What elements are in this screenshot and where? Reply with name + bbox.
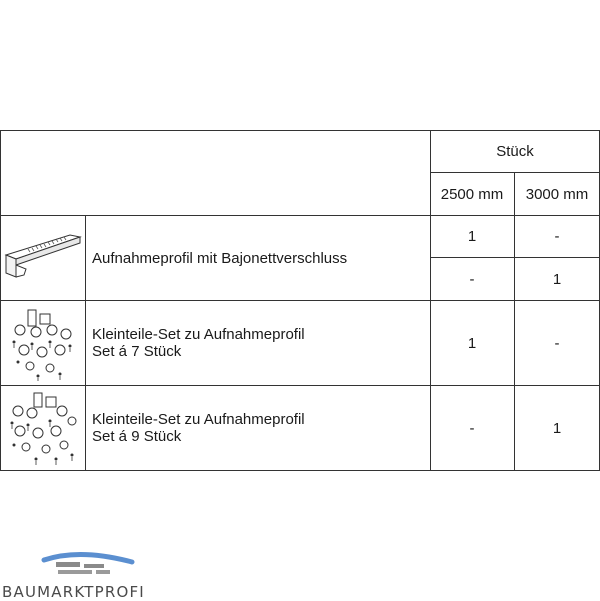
row2-qty-2500: 1: [467, 335, 477, 352]
row3-name-line2: Set á 9 Stück: [92, 428, 182, 445]
row3-qty-3000: 1: [552, 420, 562, 437]
small-parts-set-7-image: [6, 304, 80, 382]
row1-sub-divider: [430, 257, 600, 258]
row1b-qty-2500: -: [469, 271, 475, 288]
row1a-qty-3000: -: [554, 228, 560, 245]
row3-qty-2500: -: [469, 420, 475, 437]
small-parts-set-9-image: [6, 389, 80, 467]
table-border-left: [0, 130, 1, 471]
row1b-qty-3000: 1: [552, 271, 562, 288]
header-stueck: Stück: [496, 143, 534, 160]
profile-rail-image: [4, 225, 82, 285]
header-bottom-line: [0, 215, 600, 216]
row2-qty-3000: -: [554, 335, 560, 352]
row1-bottom-line: [0, 300, 600, 301]
table-border-top: [0, 130, 600, 131]
image-column-divider: [85, 215, 86, 471]
table-border-bottom: [0, 470, 600, 471]
row1-name: Aufnahmeprofil mit Bajonettverschluss: [92, 250, 348, 267]
row1a-qty-2500: 1: [467, 228, 477, 245]
baumarktprofi-logo-text: BAUMARKTPROFI: [2, 583, 145, 601]
row2-bottom-line: [0, 385, 600, 386]
header-2500mm: 2500 mm: [440, 186, 504, 203]
row3-name-line1: Kleinteile-Set zu Aufnahmeprofil: [92, 411, 305, 428]
row2-name-line1: Kleinteile-Set zu Aufnahmeprofil: [92, 326, 305, 343]
parts-table: [0, 130, 600, 471]
header-divider: [430, 172, 600, 173]
header-3000mm: 3000 mm: [525, 186, 589, 203]
row2-name-line2: Set á 7 Stück: [92, 343, 182, 360]
